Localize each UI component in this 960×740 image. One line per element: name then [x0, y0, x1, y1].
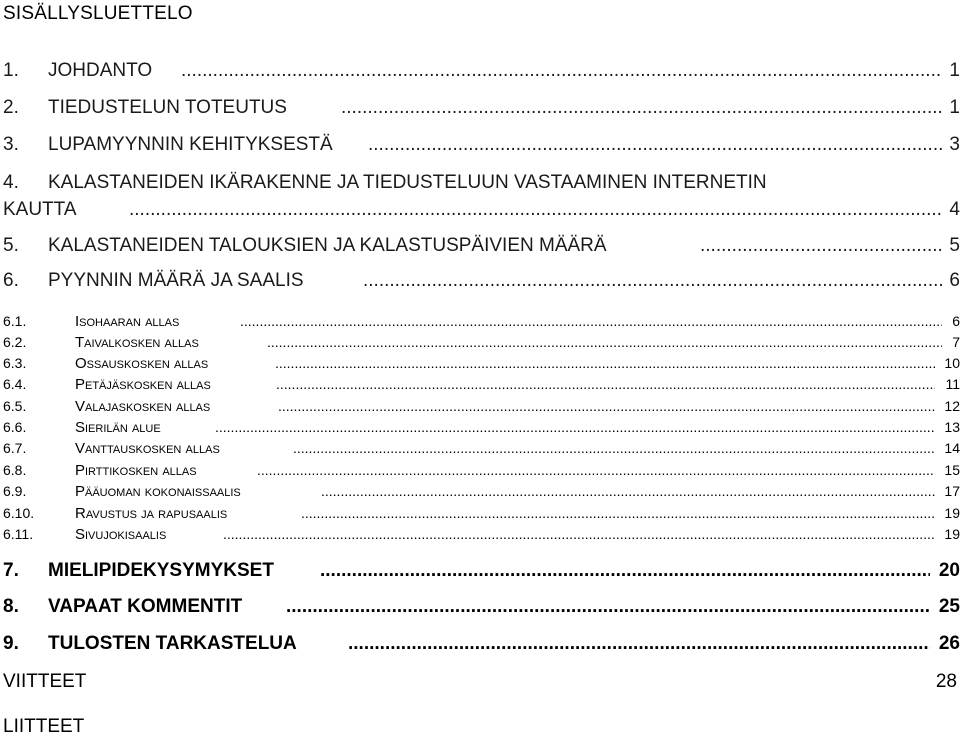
- toc-page-number: 1: [949, 97, 960, 118]
- toc-subnumber: 6.2.: [3, 334, 27, 350]
- toc-leader-dots: [267, 334, 942, 350]
- toc-page-number: 13: [944, 419, 960, 435]
- toc-leader-dots: [215, 419, 935, 435]
- toc-subtitle: Sivujokisaalis: [75, 526, 167, 543]
- toc-leader-dots: [257, 462, 935, 478]
- toc-entry[interactable]: [3, 596, 960, 624]
- toc-subentry[interactable]: [3, 483, 960, 503]
- toc-leader-dots: [181, 60, 942, 82]
- toc-leader-dots: [368, 134, 942, 156]
- toc-number: 5.: [3, 235, 19, 256]
- toc-page-number: 14: [944, 440, 960, 456]
- toc-entry[interactable]: [3, 560, 960, 588]
- toc-title-continued: KAUTTA: [3, 199, 77, 220]
- appendices-label[interactable]: LIITTEET: [3, 716, 85, 737]
- toc-page-number: 6: [952, 313, 960, 329]
- toc-leader-dots: [278, 398, 935, 414]
- toc-page-number: 15: [944, 462, 960, 478]
- page-title: SISÄLLYSLUETTELO: [3, 3, 193, 24]
- toc-title: TULOSTEN TARKASTELUA: [48, 633, 297, 654]
- toc-subtitle: Vanttauskosken allas: [75, 440, 220, 457]
- toc-title: KALASTANEIDEN IKÄRAKENNE JA TIEDUSTELUUN VASTAAMINEN INTERNETIN: [48, 172, 767, 193]
- toc-number: 2.: [3, 97, 19, 118]
- toc-subnumber: 6.1.: [3, 313, 27, 329]
- toc-subentry[interactable]: [3, 462, 960, 482]
- toc-subtitle: Sierilän alue: [75, 419, 161, 436]
- toc-entry[interactable]: [3, 235, 960, 263]
- toc-subtitle: Ravustus ja rapusaalis: [75, 505, 228, 522]
- toc-page-number: 10: [944, 355, 960, 371]
- toc-number: 4.: [3, 172, 19, 193]
- references-page-number: 28: [935, 671, 957, 692]
- toc-title: PYYNNIN MÄÄRÄ JA SAALIS: [48, 270, 304, 291]
- toc-entry[interactable]: [3, 633, 960, 661]
- toc-leader-dots: [286, 596, 930, 618]
- toc-subnumber: 6.7.: [3, 440, 27, 456]
- toc-leader-dots: [321, 483, 935, 499]
- toc-page-number: 11: [945, 376, 960, 392]
- toc-leader-dots: [341, 97, 942, 119]
- toc-entry-continued[interactable]: [3, 199, 960, 227]
- toc-title: LUPAMYYNNIN KEHITYKSESTÄ: [48, 134, 333, 155]
- toc-entry[interactable]: [3, 60, 960, 88]
- toc-subentry[interactable]: [3, 334, 960, 354]
- toc-page-number: 3: [949, 134, 960, 155]
- toc-number: 3.: [3, 134, 19, 155]
- toc-leader-dots: [240, 313, 942, 329]
- toc-leader-dots: [301, 505, 935, 521]
- toc-page-number: 17: [944, 483, 960, 499]
- toc-leader-dots: [320, 560, 930, 582]
- toc-number: 8.: [3, 596, 19, 617]
- toc-subentry[interactable]: [3, 376, 960, 396]
- toc-subnumber: 6.10.: [3, 505, 35, 521]
- toc-title: KALASTANEIDEN TALOUKSIEN JA KALASTUSPÄIVIEN MÄÄRÄ: [48, 235, 607, 256]
- toc-page-number: 6: [949, 270, 960, 291]
- toc-page-number: 20: [938, 560, 960, 581]
- toc-subentry[interactable]: [3, 419, 960, 439]
- toc-page-number: 19: [944, 505, 960, 521]
- toc-subnumber: 6.9.: [3, 483, 27, 499]
- toc-subnumber: 6.11.: [3, 526, 34, 542]
- toc-subentry[interactable]: [3, 440, 960, 460]
- toc-leader-dots: [700, 235, 942, 257]
- toc-leader-dots: [223, 526, 935, 542]
- toc-entry[interactable]: [3, 134, 960, 162]
- toc-subtitle: Ossauskosken allas: [75, 355, 209, 372]
- toc-title: JOHDANTO: [48, 60, 153, 81]
- references-label[interactable]: VIITTEET: [3, 671, 87, 692]
- toc-subentry[interactable]: [3, 313, 960, 333]
- toc-title: TIEDUSTELUN TOTEUTUS: [48, 97, 287, 118]
- toc-entry[interactable]: [3, 270, 960, 298]
- toc-number: 9.: [3, 633, 19, 654]
- toc-leader-dots: [293, 440, 935, 456]
- toc-subnumber: 6.3.: [3, 355, 27, 371]
- toc-page-number: 12: [944, 398, 960, 414]
- toc-page-number: 1: [949, 60, 960, 81]
- toc-subentry[interactable]: [3, 355, 960, 375]
- toc-leader-dots: [275, 355, 935, 371]
- toc-subnumber: 6.4.: [3, 376, 27, 392]
- toc-title: VAPAAT KOMMENTIT: [48, 596, 243, 617]
- toc-subtitle: Petäjäskosken allas: [75, 376, 211, 393]
- toc-page-number: 26: [938, 633, 960, 654]
- toc-entry[interactable]: [3, 172, 960, 200]
- toc-page-number: 5: [949, 235, 960, 256]
- toc-subnumber: 6.6.: [3, 419, 27, 435]
- toc-leader-dots: [276, 376, 935, 392]
- toc-page-number: 25: [938, 596, 960, 617]
- toc-number: 6.: [3, 270, 19, 291]
- toc-leader-dots: [363, 270, 942, 292]
- toc-page-number: 4: [949, 199, 960, 220]
- toc-number: 1.: [3, 60, 19, 81]
- toc-subnumber: 6.5.: [3, 398, 27, 414]
- toc-subtitle: Pääuoman kokonaissaalis: [75, 483, 241, 500]
- toc-entry[interactable]: [3, 97, 960, 125]
- toc-subentry[interactable]: [3, 505, 960, 525]
- toc-leader-dots: [129, 199, 942, 221]
- toc-subnumber: 6.8.: [3, 462, 27, 478]
- toc-subtitle: Valajaskosken allas: [75, 398, 211, 415]
- toc-number: 7.: [3, 560, 19, 581]
- toc-title: MIELIPIDEKYSYMYKSET: [48, 560, 274, 581]
- toc-leader-dots: [348, 633, 930, 655]
- toc-subentry[interactable]: [3, 526, 960, 546]
- toc-subtitle: Pirttikosken allas: [75, 462, 197, 479]
- toc-page-number: 19: [944, 526, 960, 542]
- toc-page-number: 7: [952, 334, 960, 350]
- toc-subtitle: Isohaaran allas: [75, 313, 180, 330]
- toc-subtitle: Taivalkosken allas: [75, 334, 199, 351]
- toc-subentry[interactable]: [3, 398, 960, 418]
